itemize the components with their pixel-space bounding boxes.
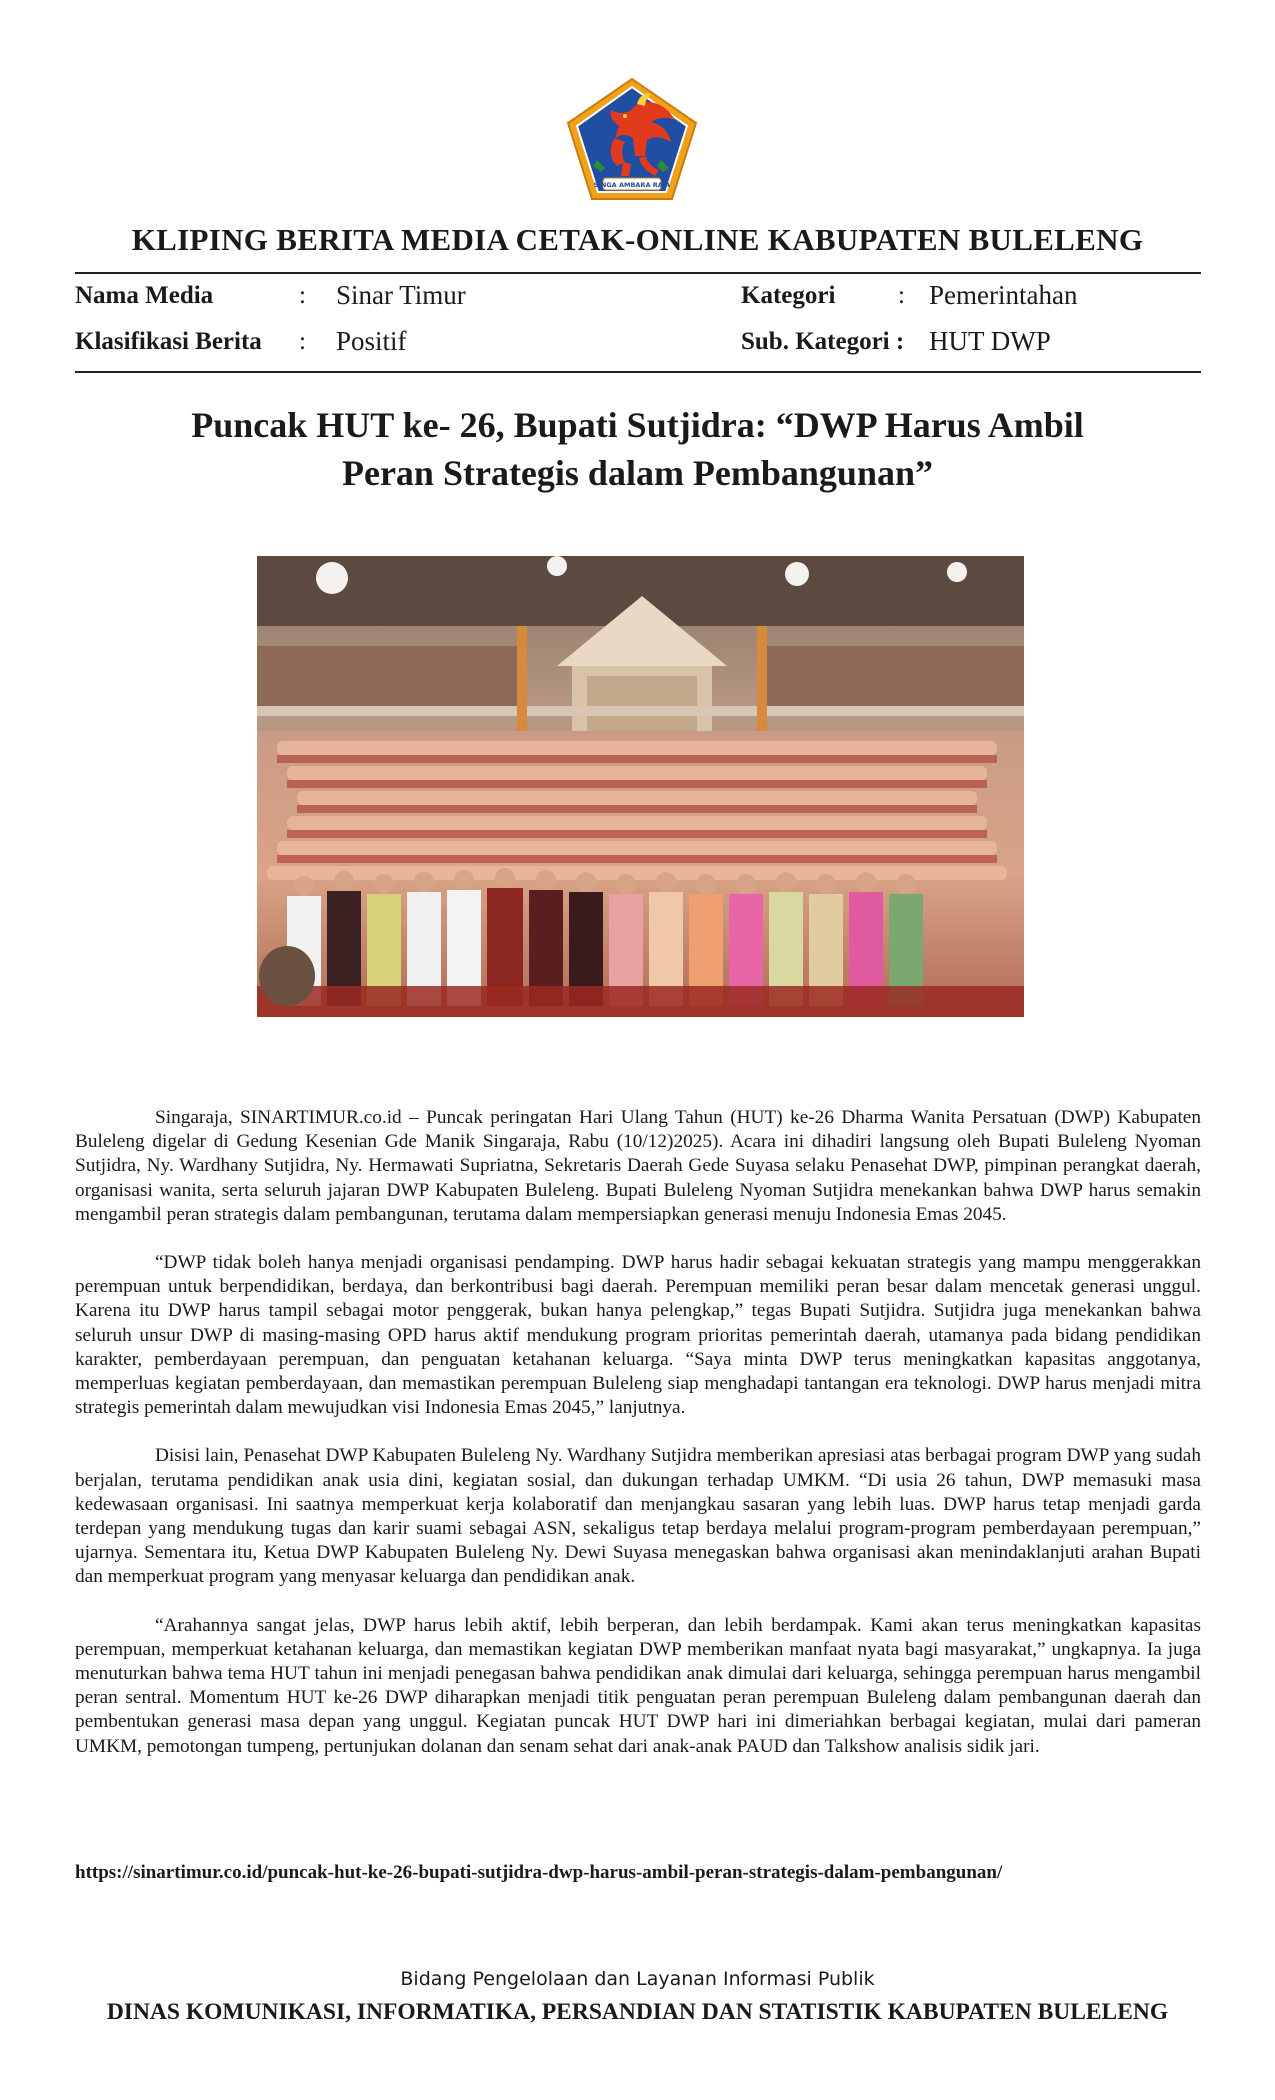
article-paragraph: “Arahannya sangat jelas, DWP harus lebih aktif, lebih berperan, dan lebih berdampak. Kami akan terus meningkatkan kapasitas perempuan, memperkuat ketahanan keluarga, dan memastikan kegiatan DWP memberikan manfaat nyata bagi masyarakat,” ungkapnya. Ia juga menuturkan bahwa tema HUT tahun ini menjadi penegasan bahwa pendidikan anak dimulai dari keluarga, sehingga perempuan harus mengambil peran sentral. Momentum HUT ke-26 DWP diharapkan menjadi titik penguatan peran perempuan Buleleng dalam pembangunan daerah dan pembentukan generasi masa depan yang unggul. Kegiatan puncak HUT DWP hari ini dimeriahkan berbagai kegiatan, mulai dari pameran UMKM, pemotongan tumpeng, pertunjukan dolanan dan senam sehat dari anak-anak PAUD dan Talkshow analisis sidik jari. — [75, 1614, 1201, 1757]
klasifikasi-value: Positif — [336, 326, 407, 356]
kategori-label: Kategori — [741, 282, 836, 309]
headline-line-1: Puncak HUT ke- 26, Bupati Sutjidra: “DWP Harus Ambil — [191, 405, 1084, 445]
article-headline — [100, 401, 1175, 497]
sub-kategori-label: Sub. Kategori : — [741, 328, 905, 355]
footer-department: Bidang Pengelolaan dan Layanan Informasi Publik — [400, 1968, 875, 1990]
kategori-colon: : — [898, 282, 905, 309]
logo-motto: SINGA AMBARA RAJA — [593, 181, 671, 189]
page-title: KLIPING BERITA MEDIA CETAK-ONLINE KABUPATEN BULELENG — [131, 222, 1144, 257]
article-paragraph: Disisi lain, Penasehat DWP Kabupaten Buleleng Ny. Wardhany Sutjidra memberikan apresiasi atas berbagai program DWP yang sudah berjalan, terutama pendidikan anak usia dini, kegiatan sosial, dan dukungan terhadap UMKM. “Di usia 26 tahun, DWP memasuki masa kedewasaan organisasi. Ini saatnya memperkuat kerja kolaboratif dan menjangkau sasaran yang lebih luas. DWP harus tetap menjadi garda terdepan yang mendukung tugas dan karir suami sebagai ASN, sekaligus tetap berdaya melalui program-program pemberdayaan perempuan,” ujarnya. Sementara itu, Ketua DWP Kabupaten Buleleng Ny. Dewi Suyasa menegaskan bahwa organisasi akan menindaklanjuti arahan Bupati dan memperkuat program yang menyasar keluarga dan pendidikan anak. — [75, 1445, 1201, 1588]
headline-line-2: Peran Strategis dalam Pembangunan” — [341, 453, 933, 493]
group-photo-image — [257, 556, 1024, 1017]
article-body — [75, 1106, 1201, 1783]
klasifikasi-label: Klasifikasi Berita — [75, 328, 262, 355]
divider-top — [75, 272, 1201, 274]
kategori-value: Pemerintahan — [929, 280, 1078, 310]
sub-kategori-value: HUT DWP — [929, 326, 1051, 356]
nama-media-colon: : — [299, 282, 306, 309]
article-paragraph: Singaraja, SINARTIMUR.co.id – Puncak peringatan Hari Ulang Tahun (HUT) ke-26 Dharma Wanita Persatuan (DWP) Kabupaten Buleleng digelar di Gedung Kesenian Gde Manik Singaraja, Rabu (10/12)2025). Acara ini dihadiri langsung oleh Bupati Buleleng Nyoman Sutjidra, Ny. Wardhany Sutjidra, Ny. Hermawati Supriatna, Sekretaris Daerah Gede Suyasa selaku Penasehat DWP, pimpinan perangkat daerah, organisasi wanita, serta seluruh jajaran DWP Kabupaten Buleleng. Bupati Buleleng Nyoman Sutjidra menekankan bahwa DWP harus semakin mengambil peran strategis dalam pembangunan, terutama dalam mempersiapkan generasi menuju Indonesia Emas 2045. — [75, 1107, 1201, 1225]
divider-bottom — [75, 371, 1201, 373]
nama-media-label: Nama Media — [75, 282, 214, 309]
article-paragraph: “DWP tidak boleh hanya menjadi organisasi pendamping. DWP harus hadir sebagai kekuatan strategis yang mampu menggerakkan perempuan untuk berpendidikan, berdaya, dan berkontribusi bagi daerah. Perempuan memiliki peran besar dalam mencetak generasi unggul. Karena itu DWP harus tampil sebagai motor penggerak, bukan hanya pelengkap,” tegas Bupati Sutjidra. Sutjidra juga menekankan bahwa seluruh unsur DWP di masing-masing OPD harus aktif mendukung program prioritas pemerintah daerah, utamanya pada bidang pendidikan karakter, pemberdayaan perempuan, dan penguatan ketahanan keluarga. “Saya minta DWP terus meningkatkan kapasitas anggotanya, memperluas kegiatan pemberdayaan, dan memastikan perempuan Buleleng siap menghadapi tantangan era teknologi. DWP harus menjadi mitra strategis pemerintah dalam mewujudkan visi Indonesia Emas 2045,” lanjutnya. — [75, 1252, 1201, 1419]
footer-office: DINAS KOMUNIKASI, INFORMATIKA, PERSANDIAN DAN STATISTIK KABUPATEN BULELENG — [106, 1999, 1169, 2025]
nama-media-value: Sinar Timur — [336, 280, 466, 310]
source-url-link[interactable]: https://sinartimur.co.id/puncak-hut-ke-26-bupati-sutjidra-dwp-harus-ambil-peran-strategis-dalam-pembangunan/ — [75, 1862, 1003, 1883]
singa-ambara-raja-emblem-icon — [565, 76, 699, 202]
klasifikasi-colon: : — [299, 328, 306, 355]
